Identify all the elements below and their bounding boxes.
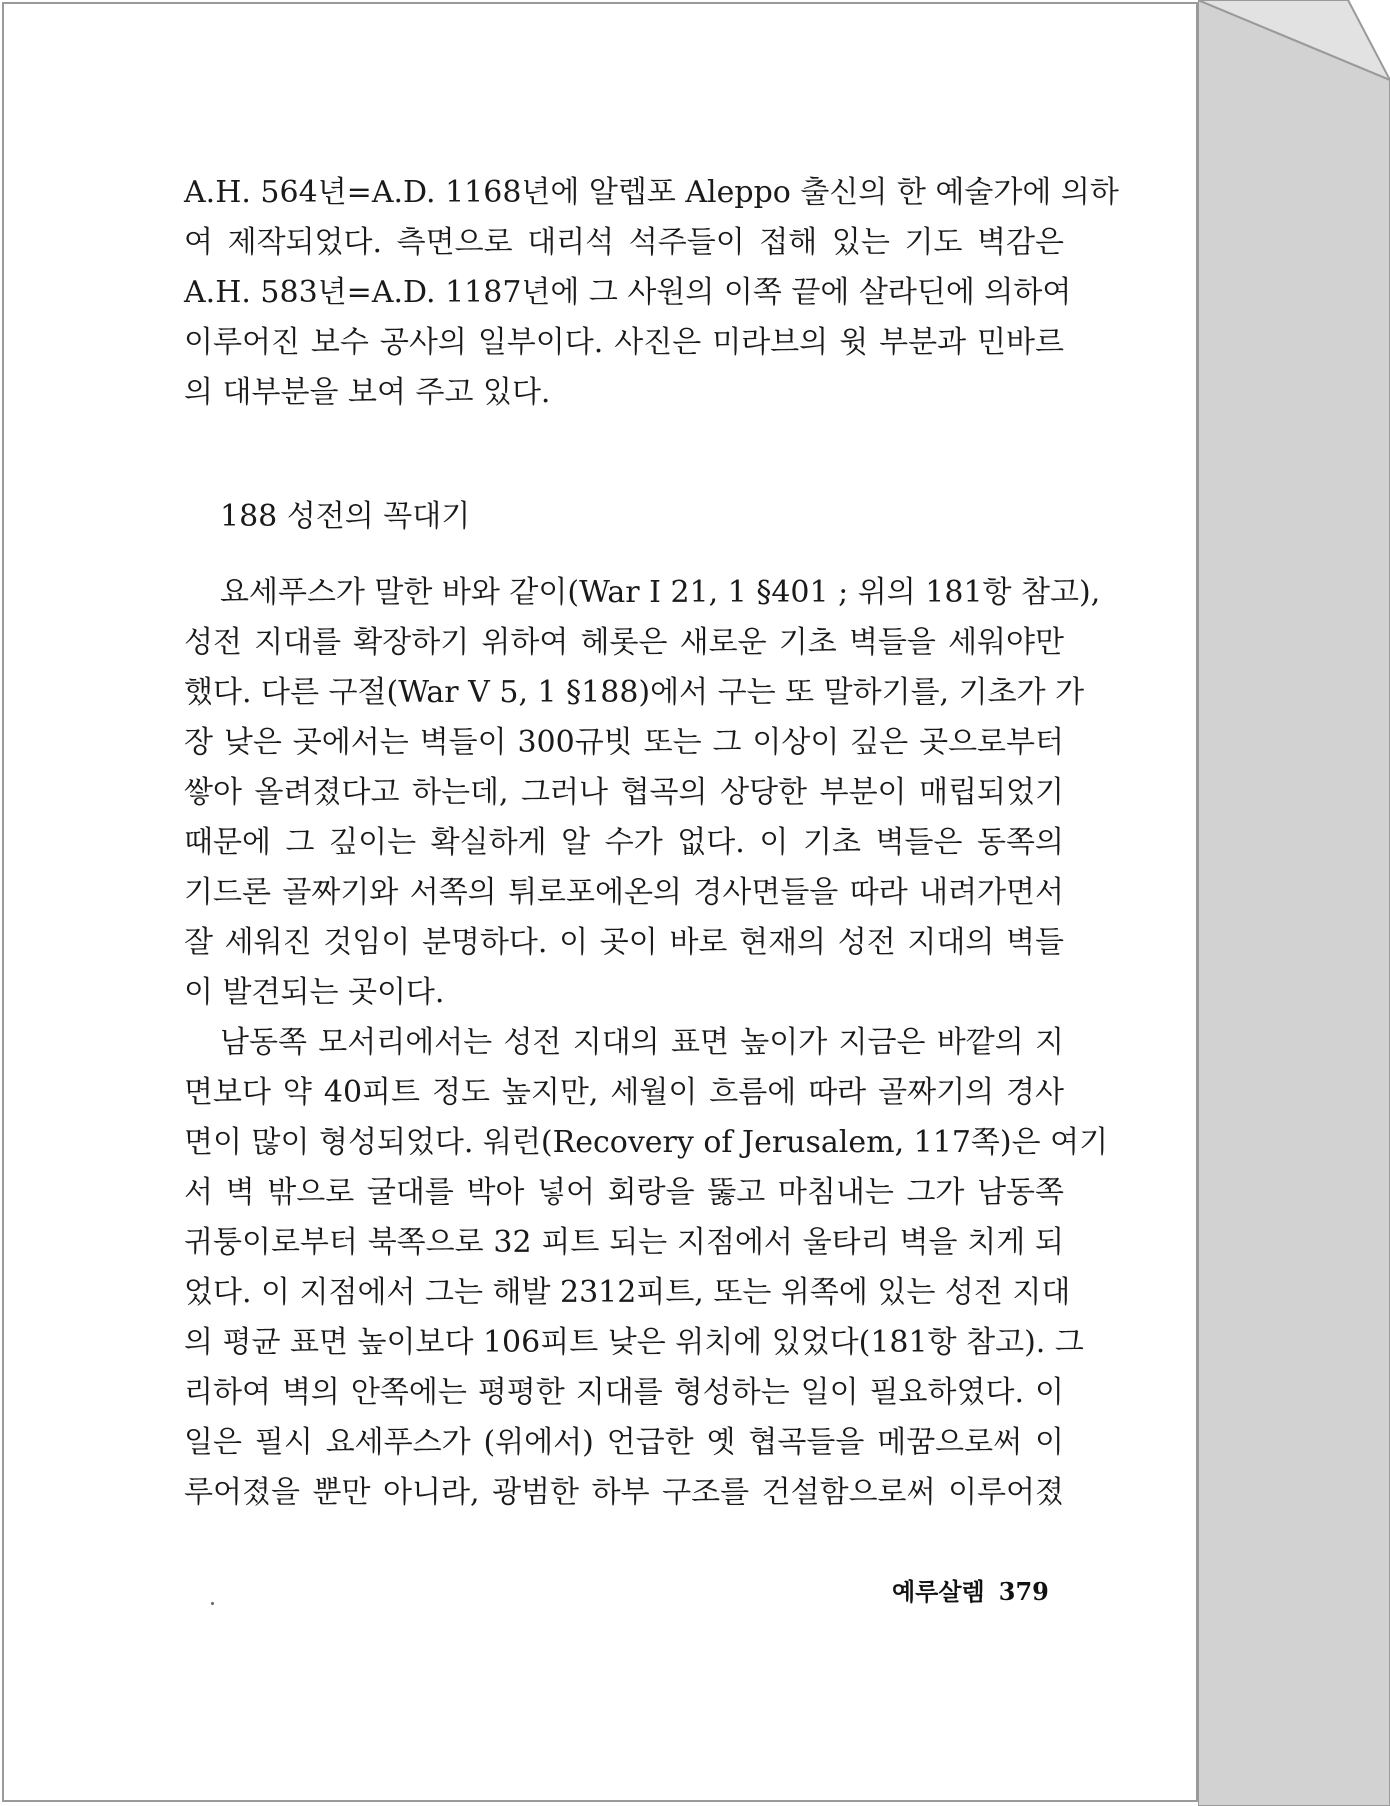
text-line: 면보다 약 40피트 정도 높지만, 세월이 흐름에 따라 골짜기의 경사 (184, 1075, 1064, 1110)
text-line: 잘 세워진 것임이 분명하다. 이 곳이 바로 현재의 성전 지대의 벽들 (184, 925, 1064, 960)
text-line: A.H. 583년=A.D. 1187년에 그 사원의 이쪽 끝에 살라딘에 의하여 (184, 275, 1072, 310)
text-line: 리하여 벽의 안쪽에는 평평한 지대를 형성하는 일이 필요하였다. 이 (184, 1375, 1064, 1410)
paragraph-3 (184, 1018, 1109, 1518)
speck-mark (211, 1602, 214, 1605)
text-line: 성전 지대를 확장하기 위하여 헤롯은 새로운 기초 벽들을 세워야만 (184, 625, 1064, 660)
text-line: 일은 필시 요세푸스가 (위에서) 언급한 옛 협곡들을 메꿈으로써 이 (184, 1425, 1064, 1460)
text-line: 서 벽 밖으로 굴대를 박아 넣어 회랑을 뚫고 마침내는 그가 남동쪽 (184, 1175, 1064, 1210)
text-line: 의 평균 표면 높이보다 106피트 낮은 위치에 있었다(181항 참고). 그 (184, 1325, 1084, 1360)
page-text (184, 168, 1119, 1518)
text-line: 했다. 다른 구절(War V 5, 1 §188)에서 구는 또 말하기를, 기초가 가 (184, 675, 1085, 710)
text-line: 여 제작되었다. 측면으로 대리석 석주들이 접해 있는 기도 벽감은 (184, 225, 1064, 260)
page-number: 379 (998, 1577, 1049, 1606)
paragraph-1 (184, 168, 1119, 418)
paragraph-2 (184, 568, 1101, 1018)
book-page (2, 2, 1198, 1802)
book-side-panel (1198, 0, 1390, 1806)
text-line: 기드론 골짜기와 서쪽의 튀로포에온의 경사면들을 따라 내려가면서 (184, 875, 1064, 910)
text-line: 루어졌을 뿐만 아니라, 광범한 하부 구조를 건설함으로써 이루어졌 (184, 1475, 1064, 1510)
section-heading: 188 성전의 꼭대기 (220, 499, 471, 534)
text-line: 쌓아 올려졌다고 하는데, 그러나 협곡의 상당한 부분이 매립되었기 (184, 775, 1064, 810)
text-line: 남동쪽 모서리에서는 성전 지대의 표면 높이가 지금은 바깥의 지 (220, 1025, 1064, 1060)
text-line: 요세푸스가 말한 바와 같이(War I 21, 1 §401 ; 위의 181항 참고), (220, 575, 1101, 610)
text-line: 장 낮은 곳에서는 벽들이 300규빗 또는 그 이상이 깊은 곳으로부터 (184, 725, 1064, 760)
page-footer (892, 1572, 1049, 1607)
text-line: 었다. 이 지점에서 그는 해발 2312피트, 또는 위쪽에 있는 성전 지대 (184, 1275, 1071, 1310)
text-line: 면이 많이 형성되었다. 워런(Recovery of Jerusalem, 117쪽)은 여기 (184, 1125, 1109, 1160)
running-title: 예루살렘 (892, 1578, 985, 1606)
text-line: 이 발견되는 곳이다. (184, 975, 445, 1010)
text-line: A.H. 564년=A.D. 1168년에 알렙포 Aleppo 출신의 한 예술가에 의하 (184, 175, 1119, 210)
text-line: 의 대부분을 보여 주고 있다. (184, 375, 551, 410)
text-line: 이루어진 보수 공사의 일부이다. 사진은 미라브의 윗 부분과 민바르 (184, 325, 1064, 360)
text-line: 때문에 그 깊이는 확실하게 알 수가 없다. 이 기초 벽들은 동쪽의 (184, 825, 1064, 860)
text-line: 귀퉁이로부터 북쪽으로 32 피트 되는 지점에서 울타리 벽을 치게 되 (184, 1225, 1064, 1260)
